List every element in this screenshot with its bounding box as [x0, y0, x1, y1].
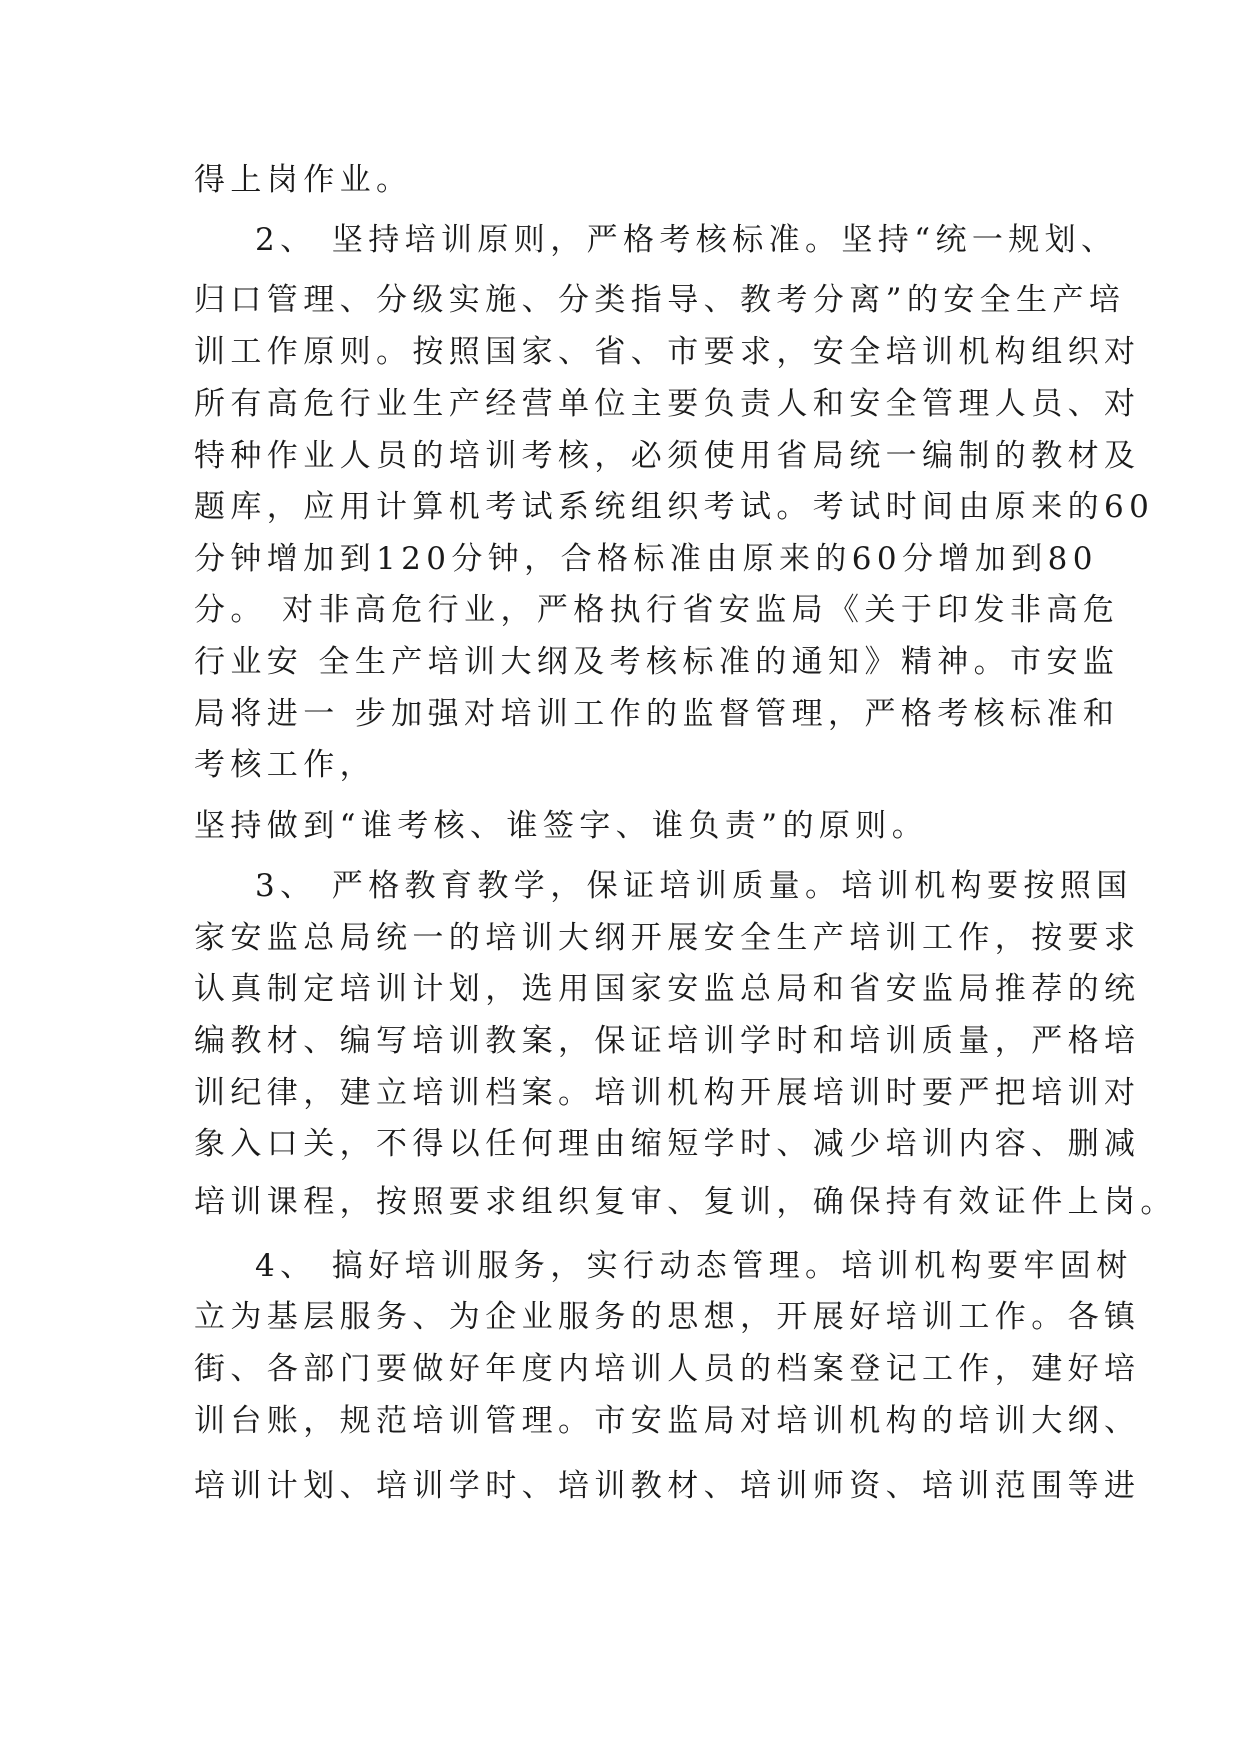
text-line: 培训计划、培训学时、培训教材、培训师资、培训范围等进 [194, 1468, 1141, 1504]
text-line: 行业安 全生产培训大纲及考核标准的通知》精神。市安监 [194, 644, 1120, 680]
text-line: 家安监总局统一的培训大纲开展安全生产培训工作，按要求 [194, 920, 1141, 956]
text-line: 街、各部门要做好年度内培训人员的档案登记工作，建好培 [194, 1351, 1141, 1387]
text-line: 坚持做到“谁考核、谁签字、谁负责”的原则。 [194, 808, 929, 844]
text-line: 分。 对非高危行业，严格执行省安监局《关于印发非高危 [194, 592, 1120, 628]
text-line: 编教材、编写培训教案，保证培训学时和培训质量，严格培 [194, 1023, 1141, 1059]
text-line: 所有高危行业生产经营单位主要负责人和安全管理人员、对 [194, 386, 1141, 422]
text-line: 题库，应用计算机考试系统组织考试。考试时间由原来的60 [194, 489, 1155, 525]
text-line: 局将进一 步加强对培训工作的监督管理，严格考核标准和 [194, 696, 1120, 732]
text-line: 象入口关，不得以任何理由缩短学时、减少培训内容、删减 [194, 1126, 1141, 1162]
text-line: 考核工作， [194, 747, 376, 783]
text-line: 3、 严格教育教学，保证培训质量。培训机构要按照国 [194, 868, 1133, 904]
text-line: 分钟增加到120分钟，合格标准由原来的60分增加到80 [194, 541, 1098, 577]
text-line: 训纪律，建立培训档案。培训机构开展培训时要严把培训对 [194, 1075, 1141, 1111]
text-line: 认真制定培训计划，选用国家安监总局和省安监局推荐的统 [194, 971, 1141, 1007]
text-line: 归口管理、分级实施、分类指导、教考分离”的安全生产培 [194, 282, 1126, 318]
text-line: 2、 坚持培训原则，严格考核标准。坚持“统一规划、 [194, 222, 1118, 258]
text-line: 得上岗作业。 [194, 162, 413, 198]
text-line: 训工作原则。按照国家、省、市要求，安全培训机构组织对 [194, 334, 1141, 370]
text-line: 4、 搞好培训服务，实行动态管理。培训机构要牢固树 [194, 1248, 1133, 1284]
text-line: 立为基层服务、为企业服务的思想，开展好培训工作。各镇 [194, 1299, 1141, 1335]
text-line: 特种作业人员的培训考核，必须使用省局统一编制的教材及 [194, 438, 1141, 474]
text-line: 培训课程，按照要求组织复审、复训，确保持有效证件上岗。 [194, 1184, 1177, 1220]
text-line: 训台账，规范培训管理。市安监局对培训机构的培训大纲、 [194, 1403, 1141, 1439]
